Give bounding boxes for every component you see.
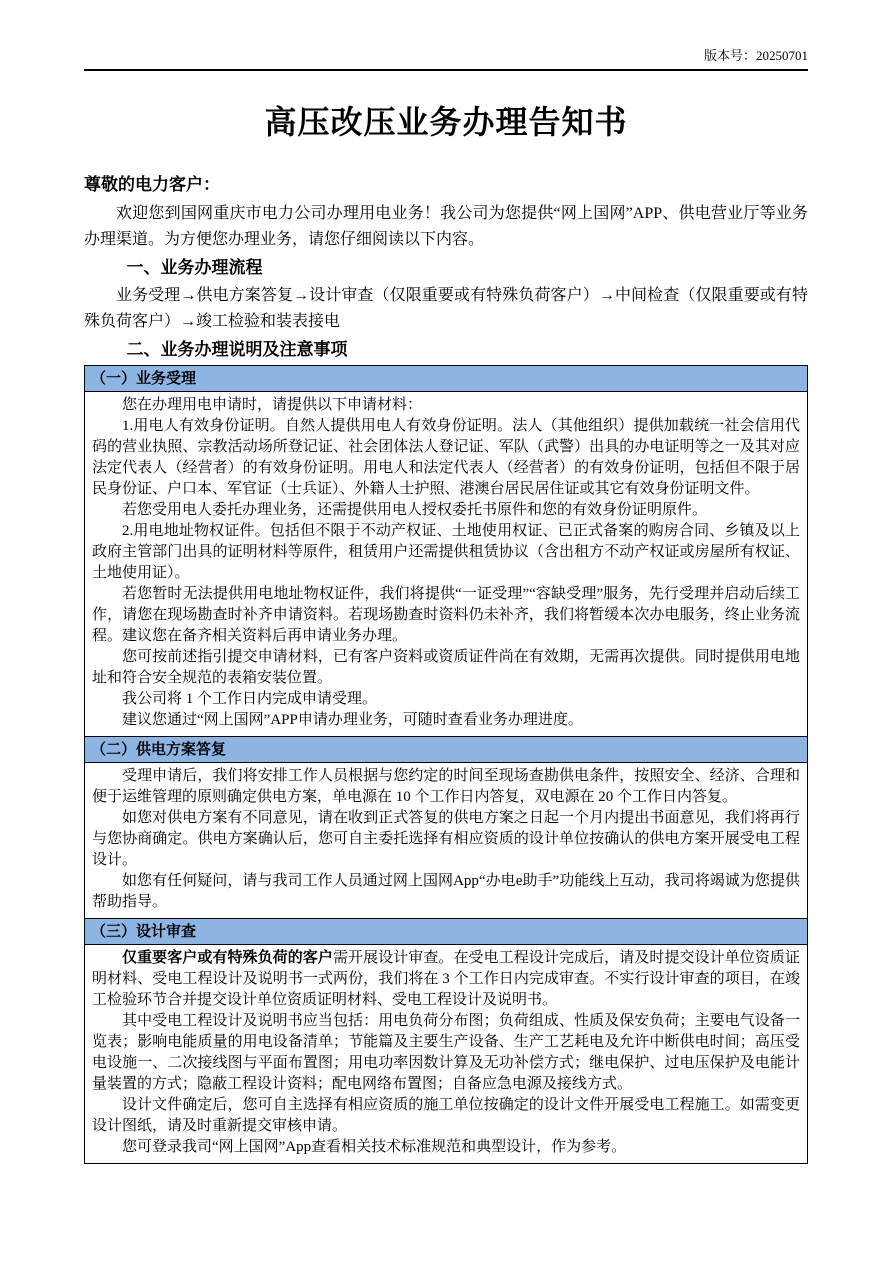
notice-paragraph: 设计文件确定后，您可自主选择有相应资质的施工单位按确定的设计文件开展受电工程施工。如需变更设计图纸，请及时重新提交审核申请。	[92, 1097, 800, 1134]
notice-block-header: （一）业务受理	[85, 366, 807, 392]
notice-paragraph: 1.用电人有效身份证明。自然人提供用电人有效身份证明。法人（其他组织）提供加载统一社会信用代码的营业执照、宗教活动场所登记证、社会团体法人登记证、军队（武警）出具的办电证明等之一及其对应法定代表人（经营者）的有效身份证明。用电人和法定代表人（经营者）的有效身份证明，包括但不限于居民身份证、户口本、军官证（士兵证）、外籍人士护照、港澳台居民居住证或其它有效身份证明文件。	[92, 418, 800, 497]
notice-block-header: （二）供电方案答复	[85, 736, 807, 763]
notice-block	[85, 736, 807, 918]
notice-paragraph: 仅重要客户或有特殊负荷的客户需开展设计审查。在受电工程设计完成后，请及时提交设计单位资质证明材料、受电工程设计及说明书一式两份，我们将在 3 个工作日内完成审查。不实行设计审查的项目，在竣工检验环节合并提交设计单位资质证明材料、受电工程设计及说明书。	[92, 950, 800, 1008]
notice-block-body	[85, 945, 807, 1163]
intro-paragraph: 欢迎您到国网重庆市电力公司办理用电业务！我公司为您提供“网上国网”APP、供电营业厅等业务办理渠道。为方便您办理业务，请您仔细阅读以下内容。	[84, 205, 808, 248]
notice-block	[85, 918, 807, 1163]
notice-paragraph: 建议您通过“网上国网”APP申请办理业务，可随时查看业务办理进度。	[122, 712, 583, 728]
notice-paragraph: 2.用电地址物权证件。包括但不限于不动产权证、土地使用权证、已正式备案的购房合同、乡镇及以上政府主管部门出具的证明材料等原件，租赁用户还需提供租赁协议（含出租方不动产权证或房屋所有权证、土地使用证）。	[92, 523, 800, 581]
notice-paragraph-bold-lead: 仅重要客户或有特殊负荷的客户	[122, 950, 333, 966]
notice-paragraph: 您可登录我司“网上国网”App查看相关技术标准规范和典型设计，作为参考。	[122, 1139, 627, 1155]
salutation: 尊敬的电力客户：	[84, 175, 220, 194]
notice-paragraph: 如您有任何疑问，请与我司工作人员通过网上国网App“办电e助手”功能线上互动，我司将竭诚为您提供帮助指导。	[92, 873, 800, 910]
notice-block-body	[85, 763, 807, 918]
notice-block-body	[85, 392, 807, 736]
version-number: 版本号：20250701	[703, 48, 808, 63]
process-flow-text: 业务受理→供电方案答复→设计审查（仅限重要或有特殊负荷客户）→中间检查（仅限重要或有特殊负荷客户）→竣工检验和装表接电	[84, 287, 808, 330]
notice-paragraph: 受理申请后，我们将安排工作人员根据与您约定的时间至现场查勘供电条件，按照安全、经济、合理和便于运维管理的原则确定供电方案，单电源在 10 个工作日内答复，双电源在 20 个工作日内答复。	[92, 768, 800, 805]
notice-paragraph: 其中受电工程设计及说明书应当包括：用电负荷分布图；负荷组成、性质及保安负荷；主要电气设备一览表；影响电能质量的用电设备清单；节能篇及主要生产设备、生产工艺耗电及允许中断供电时间；高压受电设施一、二次接线图与平面布置图；用电功率因数计算及无功补偿方式；继电保护、过电压保护及电能计量装置的方式；隐蔽工程设计资料；配电网络布置图；自备应急电源及接线方式。	[92, 1013, 800, 1092]
page-title: 高压改压业务办理告知书	[264, 104, 628, 140]
notice-paragraph: 您在办理用电申请时，请提供以下申请材料：	[122, 397, 423, 413]
notice-table	[84, 365, 808, 1164]
notice-block-header: （三）设计审查	[85, 918, 807, 945]
heading-process-flow: 一、业务办理流程	[126, 258, 263, 277]
notice-paragraph: 如您对供电方案有不同意见，请在收到正式答复的供电方案之日起一个月内提出书面意见，我们将再行与您协商确定。供电方案确认后，您可自主委托选择有相应资质的设计单位按确认的供电方案开展受电工程设计。	[92, 810, 800, 868]
header-rule	[84, 69, 808, 71]
notice-paragraph: 若您受用电人委托办理业务，还需提供用电人授权委托书原件和您的有效身份证明原件。	[122, 502, 708, 518]
heading-notes: 二、业务办理说明及注意事项	[126, 340, 348, 359]
notice-paragraph: 您可按前述指引提交申请材料，已有客户资料或资质证件尚在有效期，无需再次提供。同时提供用电地址和符合安全规范的表箱安装位置。	[92, 649, 800, 686]
notice-block	[85, 366, 807, 736]
notice-paragraph: 我公司将 1 个工作日内完成申请受理。	[122, 691, 378, 707]
notice-paragraph: 若您暂时无法提供用电地址物权证件，我们将提供“一证受理”“容缺受理”服务，先行受理并启动后续工作，请您在现场勘查时补齐申请资料。若现场勘查时资料仍未补齐，我们将暂缓本次办电服务，终止业务流程。建议您在备齐相关资料后再申请业务办理。	[92, 586, 800, 644]
